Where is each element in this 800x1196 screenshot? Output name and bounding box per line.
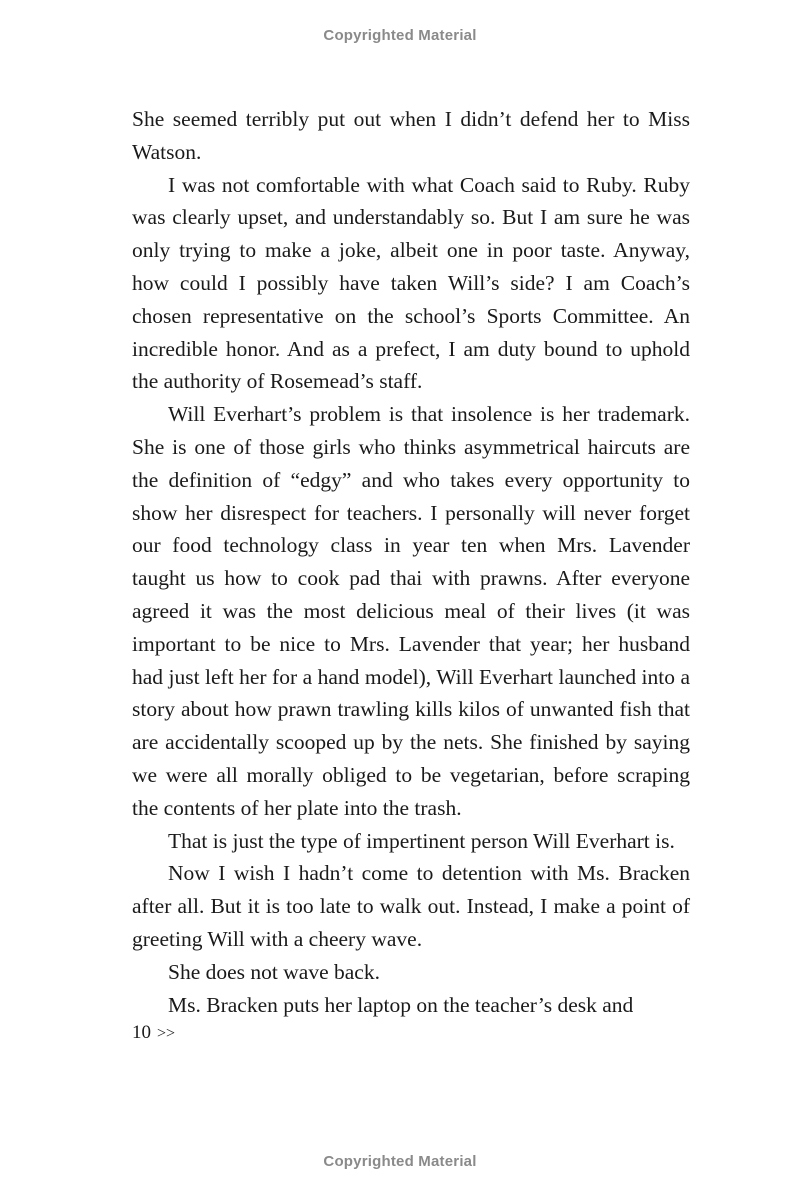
page-number: 10 bbox=[132, 1022, 151, 1043]
paragraph: She does not wave back. bbox=[168, 959, 380, 984]
paragraph: Ms. Bracken puts her laptop on the teacher’s desk and bbox=[168, 992, 634, 1017]
paragraph: Now I wish I hadn’t come to detention with Ms. Bracken after all. But it is too late to walk out. Instead, I make a point of greeting Will with a cheery wave. bbox=[132, 861, 690, 951]
paragraph: Will Everhart’s problem is that insolence is her trademark. She is one of those girls who thinks asymmetrical haircuts are the definition of “edgy” and who takes every opportunity to show her disrespect for teachers. I personally will never forget our food technology class in year ten when Mrs. Lavender taught us how to cook pad thai with prawns. After everyone agreed it was the most delicious meal of their lives (it was important to be nice to Mrs. Lavender that year; her husband had just left her for a hand model), Will Everhart launched into a story about how prawn trawling kills kilos of unwanted fish that are accidentally scooped up by the nets. She finished by saying we were all morally obliged to be vegetarian, before scraping the contents of her plate into the trash. bbox=[132, 402, 690, 820]
paragraph: That is just the type of impertinent person Will Everhart is. bbox=[168, 828, 675, 853]
page-footer bbox=[132, 1022, 175, 1044]
next-page-arrow-icon: >> bbox=[157, 1025, 176, 1042]
body-text bbox=[132, 103, 690, 1021]
copyright-watermark-top: Copyrighted Material bbox=[323, 27, 477, 44]
paragraph: I was not comfortable with what Coach said to Ruby. Ruby was clearly upset, and understandably so. But I am sure he was only trying to make a joke, albeit one in poor taste. Anyway, how could I possibly have taken Will’s side? I am Coach’s chosen representative on the school’s Sports Committee. An incredible honor. And as a prefect, I am duty bound to uphold the authority of Rosemead’s staff. bbox=[132, 172, 690, 394]
paragraph: She seemed terribly put out when I didn’t defend her to Miss Watson. bbox=[132, 107, 690, 164]
copyright-watermark-bottom: Copyrighted Material bbox=[323, 1153, 477, 1170]
